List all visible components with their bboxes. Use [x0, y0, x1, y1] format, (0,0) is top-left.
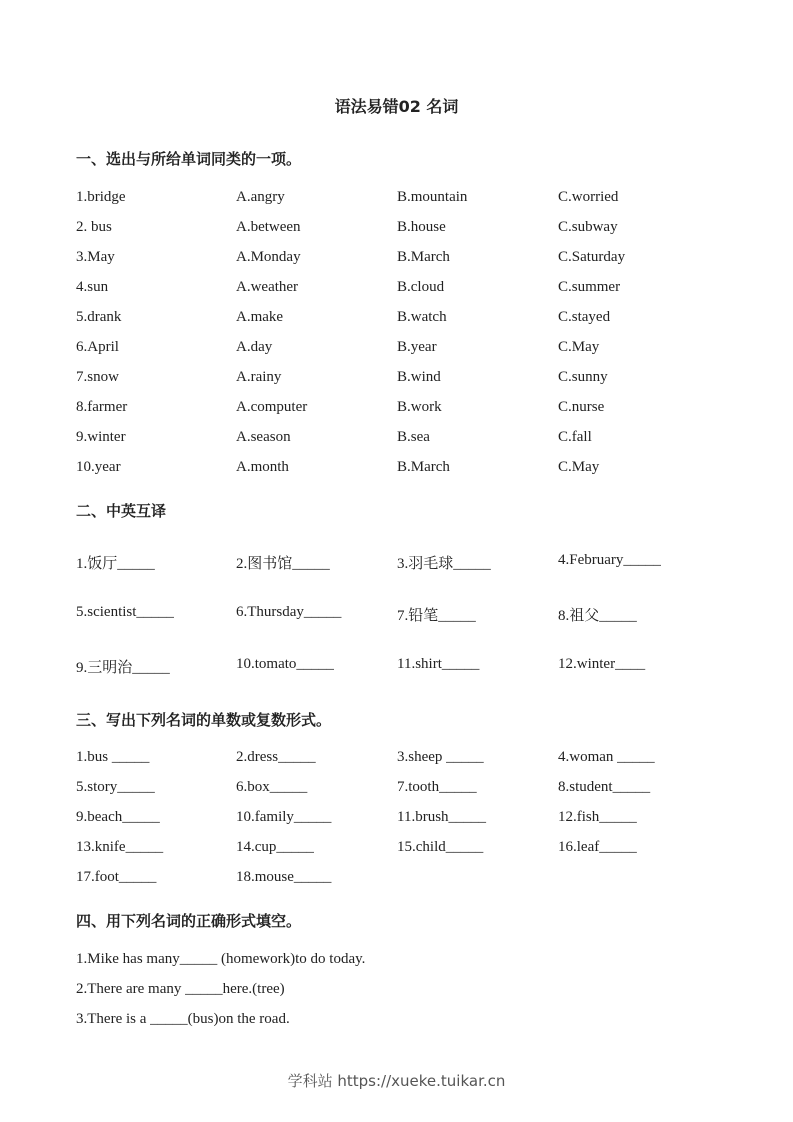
- option-c: C.subway: [558, 219, 618, 235]
- option-c: C.worried: [558, 189, 619, 205]
- option-c: C.summer: [558, 279, 621, 295]
- list-item: [76, 339, 736, 361]
- list-item: [76, 369, 736, 391]
- option-b: B.work: [397, 399, 442, 415]
- option-b: B.March: [397, 459, 450, 475]
- section4-heading: 四、用下列名词的正确形式填空。: [76, 912, 302, 930]
- noun-item: 9.beach_____: [76, 809, 160, 825]
- option-c: C.nurse: [558, 399, 605, 415]
- translation-item: 2.图书馆_____: [236, 556, 330, 572]
- question-word: 8.farmer: [76, 399, 128, 415]
- translation-item: 1.饭厅_____: [76, 556, 155, 572]
- question-word: 10.year: [76, 459, 121, 475]
- noun-item: 8.student_____: [558, 779, 651, 795]
- noun-item: 16.leaf_____: [558, 839, 637, 855]
- list-item: [76, 459, 736, 481]
- sentence-item: 3.There is a _____(bus)on the road.: [76, 1011, 290, 1027]
- option-b: B.wind: [397, 369, 441, 385]
- sentence-item: 1.Mike has many_____ (homework)to do today.: [76, 951, 366, 967]
- noun-item: 7.tooth_____: [397, 779, 477, 795]
- noun-item: 14.cup_____: [236, 839, 314, 855]
- option-b: B.cloud: [397, 279, 445, 295]
- question-word: 2. bus: [76, 219, 112, 235]
- option-c: C.May: [558, 459, 600, 475]
- list-item: [76, 604, 736, 626]
- option-a: A.angry: [236, 189, 285, 205]
- option-b: B.year: [397, 339, 437, 355]
- list-item: [76, 749, 736, 771]
- list-item: [76, 219, 736, 241]
- option-a: A.month: [236, 459, 289, 475]
- translation-item: 3.羽毛球_____: [397, 556, 491, 572]
- option-b: B.sea: [397, 429, 430, 445]
- noun-item: 13.knife_____: [76, 839, 164, 855]
- question-word: 7.snow: [76, 369, 119, 385]
- noun-item: 10.family_____: [236, 809, 332, 825]
- list-item: [76, 429, 736, 451]
- noun-item: 5.story_____: [76, 779, 155, 795]
- translation-item: 9.三明治_____: [76, 660, 170, 676]
- translation-item: 5.scientist_____: [76, 604, 174, 620]
- option-a: A.weather: [236, 279, 299, 295]
- option-c: C.fall: [558, 429, 592, 445]
- option-a: A.between: [236, 219, 301, 235]
- translation-item: 12.winter____: [558, 656, 646, 672]
- list-item: [76, 279, 736, 301]
- question-word: 3.May: [76, 249, 115, 265]
- list-item: [76, 779, 736, 801]
- noun-item: 6.box_____: [236, 779, 308, 795]
- option-b: B.watch: [397, 309, 447, 325]
- option-c: C.stayed: [558, 309, 611, 325]
- noun-item: 3.sheep _____: [397, 749, 484, 765]
- option-a: A.season: [236, 429, 291, 445]
- translation-item: 6.Thursday_____: [236, 604, 342, 620]
- section1-heading: 一、选出与所给单词同类的一项。: [76, 150, 302, 168]
- option-b: B.March: [397, 249, 450, 265]
- option-b: B.house: [397, 219, 446, 235]
- translation-item: 11.shirt_____: [397, 656, 480, 672]
- question-word: 4.sun: [76, 279, 109, 295]
- option-a: A.make: [236, 309, 284, 325]
- translation-item: 7.铅笔_____: [397, 608, 476, 624]
- option-a: A.day: [236, 339, 273, 355]
- option-a: A.Monday: [236, 249, 301, 265]
- noun-item: 2.dress_____: [236, 749, 316, 765]
- list-item: [76, 656, 736, 678]
- list-item: [76, 869, 736, 891]
- list-item: [76, 249, 736, 271]
- noun-item: 4.woman _____: [558, 749, 655, 765]
- translation-item: 10.tomato_____: [236, 656, 334, 672]
- section2-heading: 二、中英互译: [76, 502, 167, 520]
- page-title: 语法易错02 名词: [334, 97, 459, 116]
- noun-item: 17.foot_____: [76, 869, 157, 885]
- translation-item: 4.February_____: [558, 552, 661, 568]
- list-item: [76, 839, 736, 861]
- translation-item: 8.祖父_____: [558, 608, 637, 624]
- sentence-item: 2.There are many _____here.(tree): [76, 981, 285, 997]
- question-word: 6.April: [76, 339, 119, 355]
- question-word: 5.drank: [76, 309, 122, 325]
- list-item: [76, 309, 736, 331]
- option-c: C.May: [558, 339, 600, 355]
- option-c: C.Saturday: [558, 249, 626, 265]
- noun-item: 11.brush_____: [397, 809, 487, 825]
- noun-item: 15.child_____: [397, 839, 484, 855]
- list-item: [76, 189, 736, 211]
- section3-heading: 三、写出下列名词的单数或复数形式。: [76, 711, 332, 729]
- noun-item: 1.bus _____: [76, 749, 150, 765]
- noun-item: 12.fish_____: [558, 809, 637, 825]
- list-item: [76, 552, 736, 574]
- option-a: A.computer: [236, 399, 308, 415]
- noun-item: 18.mouse_____: [236, 869, 332, 885]
- option-b: B.mountain: [397, 189, 468, 205]
- footer-watermark: 学科站 https://xueke.tuikar.cn: [287, 1072, 506, 1090]
- question-word: 9.winter: [76, 429, 126, 445]
- question-word: 1.bridge: [76, 189, 126, 205]
- option-c: C.sunny: [558, 369, 608, 385]
- list-item: [76, 399, 736, 421]
- option-a: A.rainy: [236, 369, 282, 385]
- list-item: [76, 809, 736, 831]
